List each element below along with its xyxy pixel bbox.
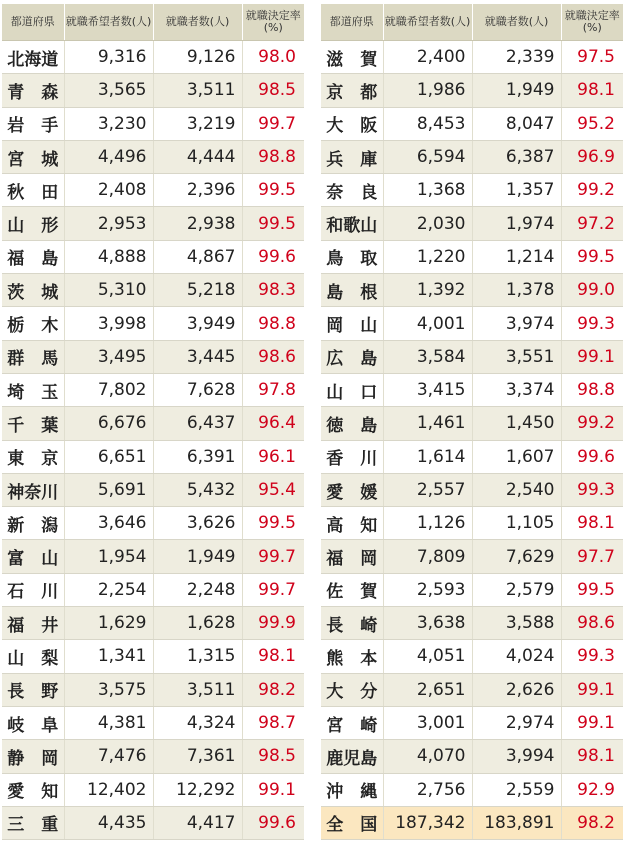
table-row (2, 507, 304, 540)
rate-cell: 98.8 (242, 140, 304, 173)
prefecture-cell: 埼 玉 (2, 373, 64, 406)
prefecture-cell: 岐 阜 (2, 706, 64, 739)
applicants-cell: 2,593 (383, 573, 472, 606)
table-row (2, 74, 304, 107)
employed-cell: 2,938 (153, 207, 242, 240)
applicants-cell: 7,802 (64, 373, 153, 406)
applicants-cell: 187,342 (383, 806, 472, 839)
prefecture-cell: 愛 媛 (321, 473, 383, 506)
rate-cell: 98.2 (561, 806, 623, 839)
table-row (2, 407, 304, 440)
applicants-cell: 4,001 (383, 307, 472, 340)
employed-cell: 1,607 (472, 440, 561, 473)
applicants-cell: 12,402 (64, 773, 153, 806)
header-rate-line2: (%) (263, 21, 283, 34)
rate-cell: 96.9 (561, 140, 623, 173)
applicants-cell: 2,254 (64, 573, 153, 606)
table-row (321, 740, 623, 773)
header-rate-line2: (%) (582, 21, 602, 34)
employed-cell: 1,949 (472, 74, 561, 107)
applicants-cell: 4,381 (64, 706, 153, 739)
prefecture-cell: 青 森 (2, 74, 64, 107)
table-row (321, 640, 623, 673)
table-row (2, 740, 304, 773)
prefecture-cell: 広 島 (321, 340, 383, 373)
prefecture-cell: 富 山 (2, 540, 64, 573)
applicants-cell: 4,888 (64, 240, 153, 273)
rate-cell: 99.3 (561, 640, 623, 673)
rate-cell: 99.7 (242, 107, 304, 140)
employed-cell: 2,396 (153, 174, 242, 207)
prefecture-cell: 新 潟 (2, 507, 64, 540)
employed-cell: 8,047 (472, 107, 561, 140)
employed-cell: 3,626 (153, 507, 242, 540)
prefecture-cell: 和歌山 (321, 207, 383, 240)
rate-cell: 99.6 (242, 240, 304, 273)
table-row (321, 473, 623, 506)
prefecture-cell: 山 梨 (2, 640, 64, 673)
table-row (321, 373, 623, 406)
rate-cell: 99.1 (561, 340, 623, 373)
rate-cell: 99.0 (561, 274, 623, 307)
applicants-cell: 6,594 (383, 140, 472, 173)
applicants-cell: 5,310 (64, 274, 153, 307)
employed-cell: 2,540 (472, 473, 561, 506)
rate-cell: 96.1 (242, 440, 304, 473)
rate-cell: 98.8 (242, 307, 304, 340)
employed-cell: 3,219 (153, 107, 242, 140)
table-row (321, 140, 623, 173)
employed-cell: 1,949 (153, 540, 242, 573)
prefecture-cell: 滋 賀 (321, 41, 383, 74)
employed-cell: 3,445 (153, 340, 242, 373)
prefecture-cell: 秋 田 (2, 174, 64, 207)
prefecture-cell: 全 国 (321, 806, 383, 839)
table-row (321, 274, 623, 307)
prefecture-cell: 茨 城 (2, 274, 64, 307)
rate-cell: 99.7 (242, 573, 304, 606)
rate-cell: 99.9 (242, 607, 304, 640)
table-row (321, 107, 623, 140)
employed-cell: 1,450 (472, 407, 561, 440)
table-right (321, 4, 623, 840)
employed-cell: 5,432 (153, 473, 242, 506)
employed-cell: 3,588 (472, 607, 561, 640)
rate-cell: 98.1 (561, 74, 623, 107)
rate-cell: 98.5 (242, 74, 304, 107)
table-row (2, 274, 304, 307)
employed-cell: 3,511 (153, 673, 242, 706)
employed-cell: 1,214 (472, 240, 561, 273)
rate-cell: 98.2 (242, 673, 304, 706)
applicants-cell: 4,496 (64, 140, 153, 173)
employed-cell: 3,994 (472, 740, 561, 773)
header-rate (561, 4, 623, 41)
table-row (2, 473, 304, 506)
table-row (321, 41, 623, 74)
employed-cell: 3,374 (472, 373, 561, 406)
applicants-cell: 1,126 (383, 507, 472, 540)
rate-cell: 97.2 (561, 207, 623, 240)
header-applicants: 就職希望者数(人) (64, 4, 153, 41)
rate-cell: 99.3 (561, 473, 623, 506)
table-row (2, 140, 304, 173)
rate-cell: 99.5 (242, 207, 304, 240)
header-rate-line1: 就職決定率 (245, 9, 301, 22)
prefecture-cell: 宮 城 (2, 140, 64, 173)
prefecture-cell: 山 形 (2, 207, 64, 240)
table-row (2, 240, 304, 273)
rate-cell: 99.1 (561, 706, 623, 739)
applicants-cell: 2,030 (383, 207, 472, 240)
employed-cell: 1,357 (472, 174, 561, 207)
table-row (321, 74, 623, 107)
table-row (321, 540, 623, 573)
rate-cell: 98.1 (561, 740, 623, 773)
rate-cell: 99.7 (242, 540, 304, 573)
header-rate-line1: 就職決定率 (564, 9, 620, 22)
prefecture-cell: 沖 縄 (321, 773, 383, 806)
applicants-cell: 2,400 (383, 41, 472, 74)
employed-cell: 9,126 (153, 41, 242, 74)
prefecture-cell: 福 島 (2, 240, 64, 273)
applicants-cell: 1,986 (383, 74, 472, 107)
employed-cell: 7,629 (472, 540, 561, 573)
table-row (321, 507, 623, 540)
employed-cell: 2,974 (472, 706, 561, 739)
table-row (2, 440, 304, 473)
applicants-cell: 1,368 (383, 174, 472, 207)
header-row (321, 4, 623, 41)
table-row (321, 440, 623, 473)
prefecture-cell: 鹿児島 (321, 740, 383, 773)
employed-cell: 6,437 (153, 407, 242, 440)
rate-cell: 98.6 (561, 607, 623, 640)
applicants-cell: 2,953 (64, 207, 153, 240)
rate-cell: 99.3 (561, 307, 623, 340)
applicants-cell: 1,629 (64, 607, 153, 640)
prefecture-cell: 高 知 (321, 507, 383, 540)
applicants-cell: 9,316 (64, 41, 153, 74)
employed-cell: 183,891 (472, 806, 561, 839)
rate-cell: 92.9 (561, 773, 623, 806)
prefecture-cell: 佐 賀 (321, 573, 383, 606)
prefecture-cell: 島 根 (321, 274, 383, 307)
prefecture-cell: 熊 本 (321, 640, 383, 673)
table-row (321, 407, 623, 440)
rate-cell: 95.2 (561, 107, 623, 140)
employed-cell: 3,511 (153, 74, 242, 107)
rate-cell: 99.5 (561, 240, 623, 273)
applicants-cell: 3,415 (383, 373, 472, 406)
table-row (2, 540, 304, 573)
table-row (2, 573, 304, 606)
employed-cell: 4,417 (153, 806, 242, 839)
applicants-cell: 3,998 (64, 307, 153, 340)
rate-cell: 99.2 (561, 407, 623, 440)
prefecture-cell: 山 口 (321, 373, 383, 406)
rate-cell: 99.1 (242, 773, 304, 806)
employed-cell: 4,867 (153, 240, 242, 273)
employed-cell: 12,292 (153, 773, 242, 806)
prefecture-cell: 静 岡 (2, 740, 64, 773)
employed-cell: 1,628 (153, 607, 242, 640)
prefecture-cell: 宮 崎 (321, 706, 383, 739)
table-row (321, 207, 623, 240)
applicants-cell: 4,070 (383, 740, 472, 773)
table-left (2, 4, 304, 840)
table-row (2, 640, 304, 673)
employed-cell: 6,391 (153, 440, 242, 473)
table-row (2, 673, 304, 706)
applicants-cell: 3,495 (64, 340, 153, 373)
employed-cell: 1,378 (472, 274, 561, 307)
prefecture-cell: 大 阪 (321, 107, 383, 140)
applicants-cell: 2,756 (383, 773, 472, 806)
rate-cell: 97.5 (561, 41, 623, 74)
header-employed: 就職者数(人) (472, 4, 561, 41)
rate-cell: 99.6 (561, 440, 623, 473)
prefecture-cell: 三 重 (2, 806, 64, 839)
employed-cell: 1,105 (472, 507, 561, 540)
employed-cell: 4,444 (153, 140, 242, 173)
rate-cell: 98.7 (242, 706, 304, 739)
table-row (2, 806, 304, 839)
rate-cell: 98.0 (242, 41, 304, 74)
rate-cell: 97.8 (242, 373, 304, 406)
rate-cell: 98.1 (242, 640, 304, 673)
header-employed: 就職者数(人) (153, 4, 242, 41)
prefecture-cell: 愛 知 (2, 773, 64, 806)
table-row (321, 673, 623, 706)
prefecture-cell: 石 川 (2, 573, 64, 606)
table-row (2, 773, 304, 806)
applicants-cell: 8,453 (383, 107, 472, 140)
employed-cell: 2,339 (472, 41, 561, 74)
prefecture-cell: 千 葉 (2, 407, 64, 440)
table-row (321, 806, 623, 839)
applicants-cell: 1,614 (383, 440, 472, 473)
table-row (2, 307, 304, 340)
rate-cell: 99.5 (242, 174, 304, 207)
table-row (321, 340, 623, 373)
applicants-cell: 2,651 (383, 673, 472, 706)
table-row (2, 373, 304, 406)
prefecture-cell: 北海道 (2, 41, 64, 74)
prefecture-cell: 福 岡 (321, 540, 383, 573)
header-prefecture: 都道府県 (321, 4, 383, 41)
employed-cell: 4,324 (153, 706, 242, 739)
rate-cell: 98.6 (242, 340, 304, 373)
employed-cell: 6,387 (472, 140, 561, 173)
rate-cell: 99.1 (561, 673, 623, 706)
employed-cell: 2,559 (472, 773, 561, 806)
employed-cell: 7,628 (153, 373, 242, 406)
applicants-cell: 3,565 (64, 74, 153, 107)
applicants-cell: 6,651 (64, 440, 153, 473)
prefecture-cell: 香 川 (321, 440, 383, 473)
prefecture-cell: 栃 木 (2, 307, 64, 340)
table-row (2, 174, 304, 207)
prefecture-cell: 徳 島 (321, 407, 383, 440)
header-applicants: 就職希望者数(人) (383, 4, 472, 41)
rate-cell: 98.5 (242, 740, 304, 773)
rate-cell: 96.4 (242, 407, 304, 440)
rate-cell: 98.8 (561, 373, 623, 406)
employed-cell: 1,315 (153, 640, 242, 673)
table-row (2, 340, 304, 373)
rate-cell: 99.2 (561, 174, 623, 207)
header-rate (242, 4, 304, 41)
table-row (2, 607, 304, 640)
applicants-cell: 2,557 (383, 473, 472, 506)
prefecture-cell: 神奈川 (2, 473, 64, 506)
table-row (2, 207, 304, 240)
employed-cell: 3,974 (472, 307, 561, 340)
applicants-cell: 3,646 (64, 507, 153, 540)
header-prefecture: 都道府県 (2, 4, 64, 41)
header-row (2, 4, 304, 41)
applicants-cell: 4,435 (64, 806, 153, 839)
prefecture-cell: 奈 良 (321, 174, 383, 207)
table-row (321, 607, 623, 640)
prefecture-cell: 群 馬 (2, 340, 64, 373)
applicants-cell: 5,691 (64, 473, 153, 506)
prefecture-cell: 岡 山 (321, 307, 383, 340)
employed-cell: 3,949 (153, 307, 242, 340)
rate-cell: 99.5 (561, 573, 623, 606)
applicants-cell: 4,051 (383, 640, 472, 673)
applicants-cell: 1,341 (64, 640, 153, 673)
table-row (321, 773, 623, 806)
employed-cell: 2,626 (472, 673, 561, 706)
rate-cell: 99.6 (242, 806, 304, 839)
rate-cell: 95.4 (242, 473, 304, 506)
prefecture-cell: 京 都 (321, 74, 383, 107)
table-row (321, 240, 623, 273)
prefecture-cell: 兵 庫 (321, 140, 383, 173)
applicants-cell: 3,575 (64, 673, 153, 706)
table-row (321, 174, 623, 207)
applicants-cell: 1,392 (383, 274, 472, 307)
applicants-cell: 3,001 (383, 706, 472, 739)
applicants-cell: 1,461 (383, 407, 472, 440)
prefecture-cell: 東 京 (2, 440, 64, 473)
rate-cell: 98.1 (561, 507, 623, 540)
table-row (2, 41, 304, 74)
employed-cell: 2,248 (153, 573, 242, 606)
rate-cell: 97.7 (561, 540, 623, 573)
employed-cell: 2,579 (472, 573, 561, 606)
applicants-cell: 3,638 (383, 607, 472, 640)
prefecture-cell: 長 野 (2, 673, 64, 706)
table-row (2, 706, 304, 739)
applicants-cell: 3,584 (383, 340, 472, 373)
applicants-cell: 6,676 (64, 407, 153, 440)
employed-cell: 7,361 (153, 740, 242, 773)
rate-cell: 99.5 (242, 507, 304, 540)
applicants-cell: 7,476 (64, 740, 153, 773)
table-row (321, 307, 623, 340)
applicants-cell: 3,230 (64, 107, 153, 140)
prefecture-cell: 福 井 (2, 607, 64, 640)
applicants-cell: 1,954 (64, 540, 153, 573)
applicants-cell: 2,408 (64, 174, 153, 207)
employed-cell: 1,974 (472, 207, 561, 240)
table-row (321, 706, 623, 739)
applicants-cell: 7,809 (383, 540, 472, 573)
table-row (321, 573, 623, 606)
prefecture-cell: 長 崎 (321, 607, 383, 640)
applicants-cell: 1,220 (383, 240, 472, 273)
rate-cell: 98.3 (242, 274, 304, 307)
table-row (2, 107, 304, 140)
prefecture-cell: 岩 手 (2, 107, 64, 140)
employed-cell: 4,024 (472, 640, 561, 673)
prefecture-cell: 鳥 取 (321, 240, 383, 273)
employed-cell: 5,218 (153, 274, 242, 307)
employed-cell: 3,551 (472, 340, 561, 373)
prefecture-cell: 大 分 (321, 673, 383, 706)
